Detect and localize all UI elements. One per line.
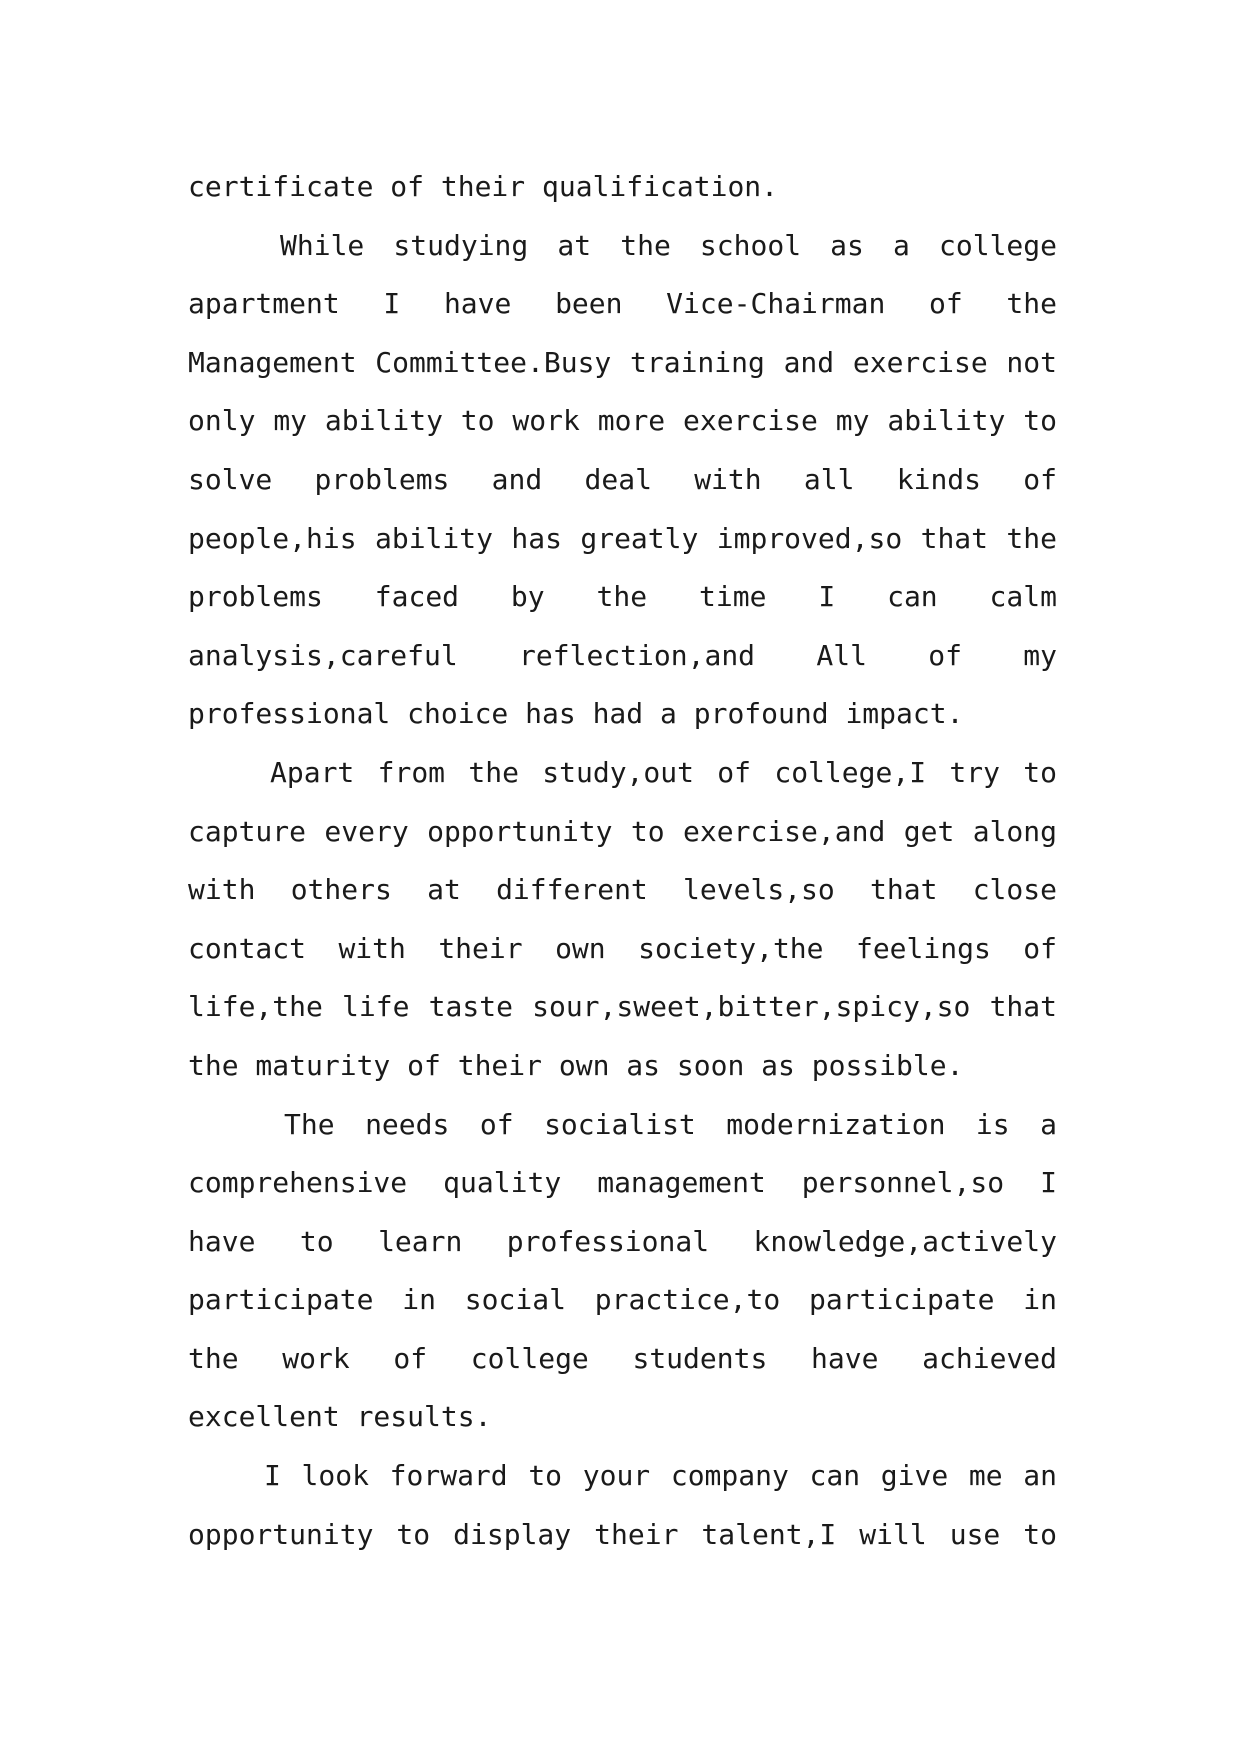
text-line: certificate of their qualification. xyxy=(188,170,779,203)
text-line: The needs of socialist modernization is a xyxy=(284,1107,1057,1141)
text-line: solve problems and deal with all kinds of xyxy=(188,462,1057,496)
text-line: Apart from the study,out of college,I try to xyxy=(270,755,1057,789)
text-line: I look forward to your company can give me an xyxy=(264,1459,1057,1493)
text-line: While studying at the school as a college xyxy=(280,228,1057,262)
text-line: comprehensive quality management personnel,so I xyxy=(188,1166,1057,1200)
text-line: problems faced by the time I can calm xyxy=(188,580,1057,614)
body-text xyxy=(188,158,1057,1564)
text-line: the work of college students have achieved xyxy=(188,1341,1057,1375)
text-line: only my ability to work more exercise my ability to xyxy=(188,404,1057,438)
text-line: have to learn professional knowledge,actively xyxy=(188,1224,1057,1258)
text-line: opportunity to display their talent,I will use to xyxy=(188,1517,1057,1551)
text-line: people,his ability has greatly improved,so that the xyxy=(188,521,1057,555)
text-line: Management Committee.Busy training and exercise not xyxy=(188,345,1057,379)
text-line: analysis,careful reflection,and All of my xyxy=(188,638,1057,672)
text-line: professional choice has had a profound impact. xyxy=(188,697,964,731)
text-line: participate in social practice,to participate in xyxy=(188,1283,1057,1317)
text-line: apartment I have been Vice-Chairman of the xyxy=(188,287,1057,321)
text-line: with others at different levels,so that close xyxy=(188,873,1057,907)
text-line: life,the life taste sour,sweet,bitter,spicy,so that xyxy=(188,990,1057,1024)
text-line: capture every opportunity to exercise,and get along xyxy=(188,814,1057,848)
text-line: the maturity of their own as soon as possible. xyxy=(188,1048,964,1082)
text-line: excellent results. xyxy=(188,1400,492,1434)
text-line: contact with their own society,the feelings of xyxy=(188,931,1057,965)
